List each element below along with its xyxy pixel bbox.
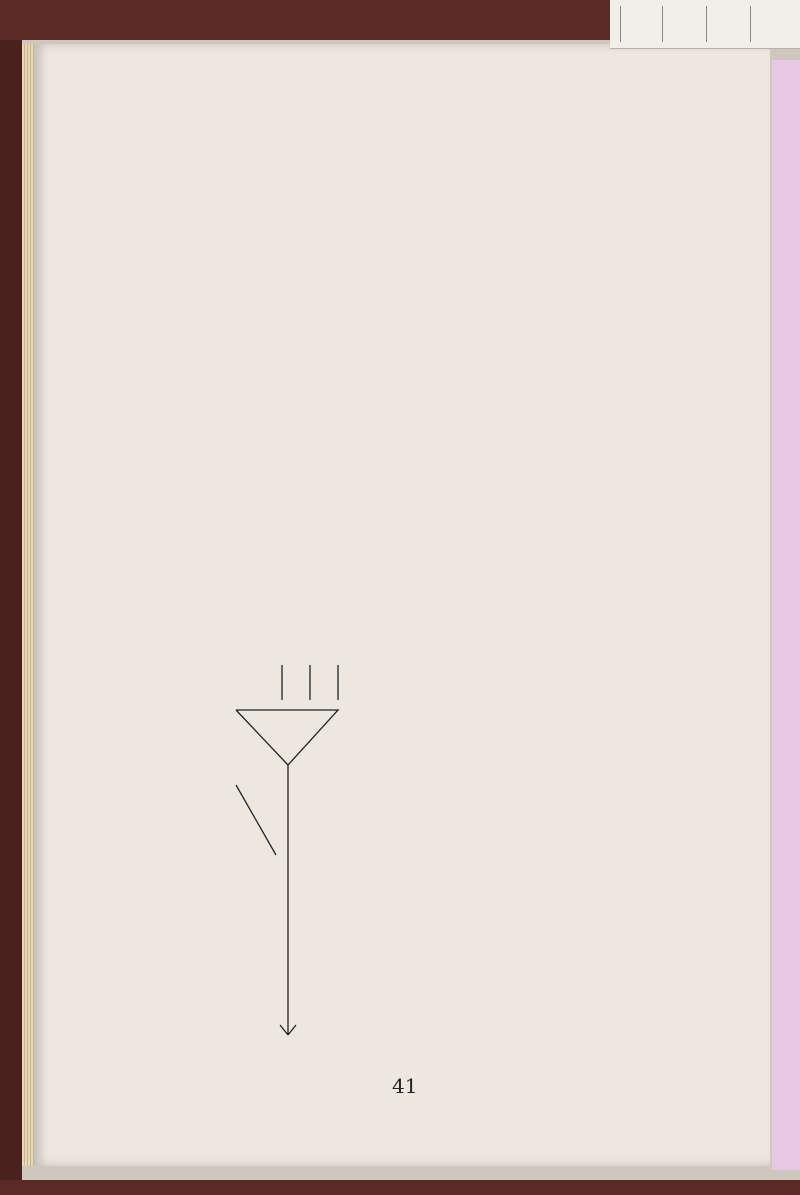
lower-left-text-columns (100, 650, 226, 1080)
diagram-arrowhead (288, 1025, 296, 1035)
page-number: 41 (392, 1074, 418, 1098)
index-tabs (610, 0, 800, 49)
motivation-diagram (226, 655, 346, 1055)
index-tab (620, 6, 651, 42)
lower-right-text-columns (360, 630, 720, 1060)
book-spine (0, 40, 22, 1180)
diagram-branch (236, 785, 276, 855)
index-tab (662, 6, 693, 42)
upper-text-columns (90, 170, 720, 610)
index-tab (750, 6, 781, 42)
next-page-sheet (772, 60, 800, 1170)
diagram-funnel (236, 710, 338, 765)
page-edges (22, 44, 34, 1166)
index-tab (706, 6, 737, 42)
diagram-arrowhead (280, 1025, 288, 1035)
